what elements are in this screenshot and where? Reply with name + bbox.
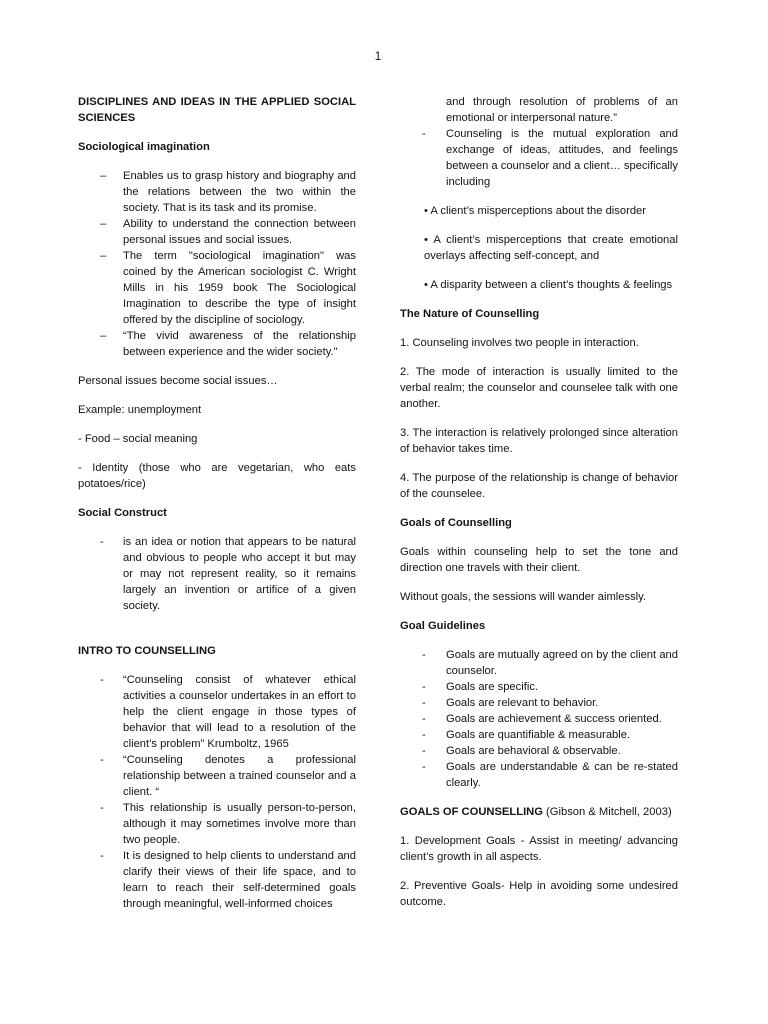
nature-item: 1. Counseling involves two people in interaction. [400, 337, 639, 349]
intro-heading: INTRO TO COUNSELLING [78, 645, 216, 657]
goals-paragraph: Goals within counseling help to set the tone and direction one travels with their client. [400, 546, 678, 574]
list-item: – Enables us to grasp history and biography and the relations between the two within the society. That is its task and its promise. [100, 170, 356, 214]
list-item: - Goals are achievement & success oriented. [422, 713, 662, 725]
sociological-imagination-list [78, 168, 356, 360]
nature-item: 3. The interaction is relatively prolonged since alteration of behavior takes time. [400, 427, 678, 455]
social-construct-list [78, 534, 356, 614]
sociological-imagination-heading: Sociological imagination [78, 141, 210, 153]
goals-item: 2. Preventive Goals- Help in avoiding some undesired outcome. [400, 880, 678, 908]
list-item: - “Counseling denotes a professional relationship between a trained counselor and a client. “ [100, 754, 356, 798]
goals-paragraph: Without goals, the sessions will wander aimlessly. [400, 591, 647, 603]
continuation-text: and through resolution of problems of an emotional or interpersonal nature.” [446, 96, 678, 124]
list-item: - It is designed to help clients to understand and clarify their views of their life space, and to learn to reach their self-determined goals through meaningful, well-informed choices [100, 850, 356, 910]
goals-item: 1. Development Goals - Assist in meeting/ advancing client’s growth in all aspects. [400, 835, 678, 863]
goals-of-counselling-citation: (Gibson & Mitchell, 2003) [542, 806, 672, 818]
social-construct-heading: Social Construct [78, 507, 167, 519]
left-column [78, 94, 356, 925]
list-item: - is an idea or notion that appears to be natural and obvious to people who accept it but may or may not represent reality, so it remains largely an invention or artifice of a given society. [100, 536, 356, 612]
list-item: – The term "sociological imagination" was coined by the American sociologist C. Wright Mills in his 1959 book The Sociological Imagination to describe the type of insight offered by the discipline of sociology. [100, 250, 356, 326]
guidelines-heading: Goal Guidelines [400, 620, 486, 632]
personal-issues-text: Personal issues become social issues… [78, 375, 278, 387]
list-item: - Goals are specific. [422, 681, 539, 693]
goals-of-counselling-title: GOALS OF COUNSELLING [400, 806, 543, 818]
goals-of-counselling-heading [400, 804, 678, 820]
list-item: - Counseling is the mutual exploration and exchange of ideas, attitudes, and feelings between a counselor and a client… specifically including [422, 128, 678, 188]
counseling-mutual-list [400, 126, 678, 190]
list-item: - This relationship is usually person-to-person, although it may sometimes involve more than two people. [100, 802, 356, 846]
document-heading: DISCIPLINES AND IDEAS IN THE APPLIED SOCIAL SCIENCES [78, 96, 356, 124]
list-item: - “Counseling consist of whatever ethical activities a counselor undertakes in an effort to help the client engage in those types of behavior that will lead to a resolution of the client’s problem” Krumboltz, 1965 [100, 674, 356, 750]
example-text: Example: unemployment [78, 404, 202, 416]
nature-heading: The Nature of Counselling [400, 308, 540, 320]
list-item: - Goals are understandable & can be re-stated clearly. [422, 761, 678, 789]
bullet-item: • A client’s misperceptions that create emotional overlays affecting self-concept, and [424, 234, 678, 262]
bullet-item: • A disparity between a client’s thoughts & feelings [424, 279, 673, 291]
nature-item: 4. The purpose of the relationship is change of behavior of the counselee. [400, 472, 678, 500]
right-column [400, 94, 678, 923]
list-item: - Goals are mutually agreed on by the client and counselor. [422, 649, 678, 677]
food-text: - Food – social meaning [78, 433, 198, 445]
list-item: - Goals are relevant to behavior. [422, 697, 599, 709]
identity-text: - Identity (those who are vegetarian, who eats potatoes/rice) [78, 462, 356, 490]
list-item: – “The vivid awareness of the relationship between experience and the wider society." [100, 330, 356, 358]
nature-item: 2. The mode of interaction is usually limited to the verbal realm; the counselor and counselee talk with one another. [400, 366, 678, 410]
page-number: 1 [374, 49, 382, 63]
goals-heading: Goals of Counselling [400, 517, 512, 529]
list-item: - Goals are quantifiable & measurable. [422, 729, 631, 741]
bullet-item: • A client’s misperceptions about the disorder [424, 205, 646, 217]
guidelines-list [400, 647, 678, 791]
list-item: - Goals are behavioral & observable. [422, 745, 621, 757]
list-item: – Ability to understand the connection between personal issues and social issues. [100, 218, 356, 246]
intro-list [78, 672, 356, 912]
